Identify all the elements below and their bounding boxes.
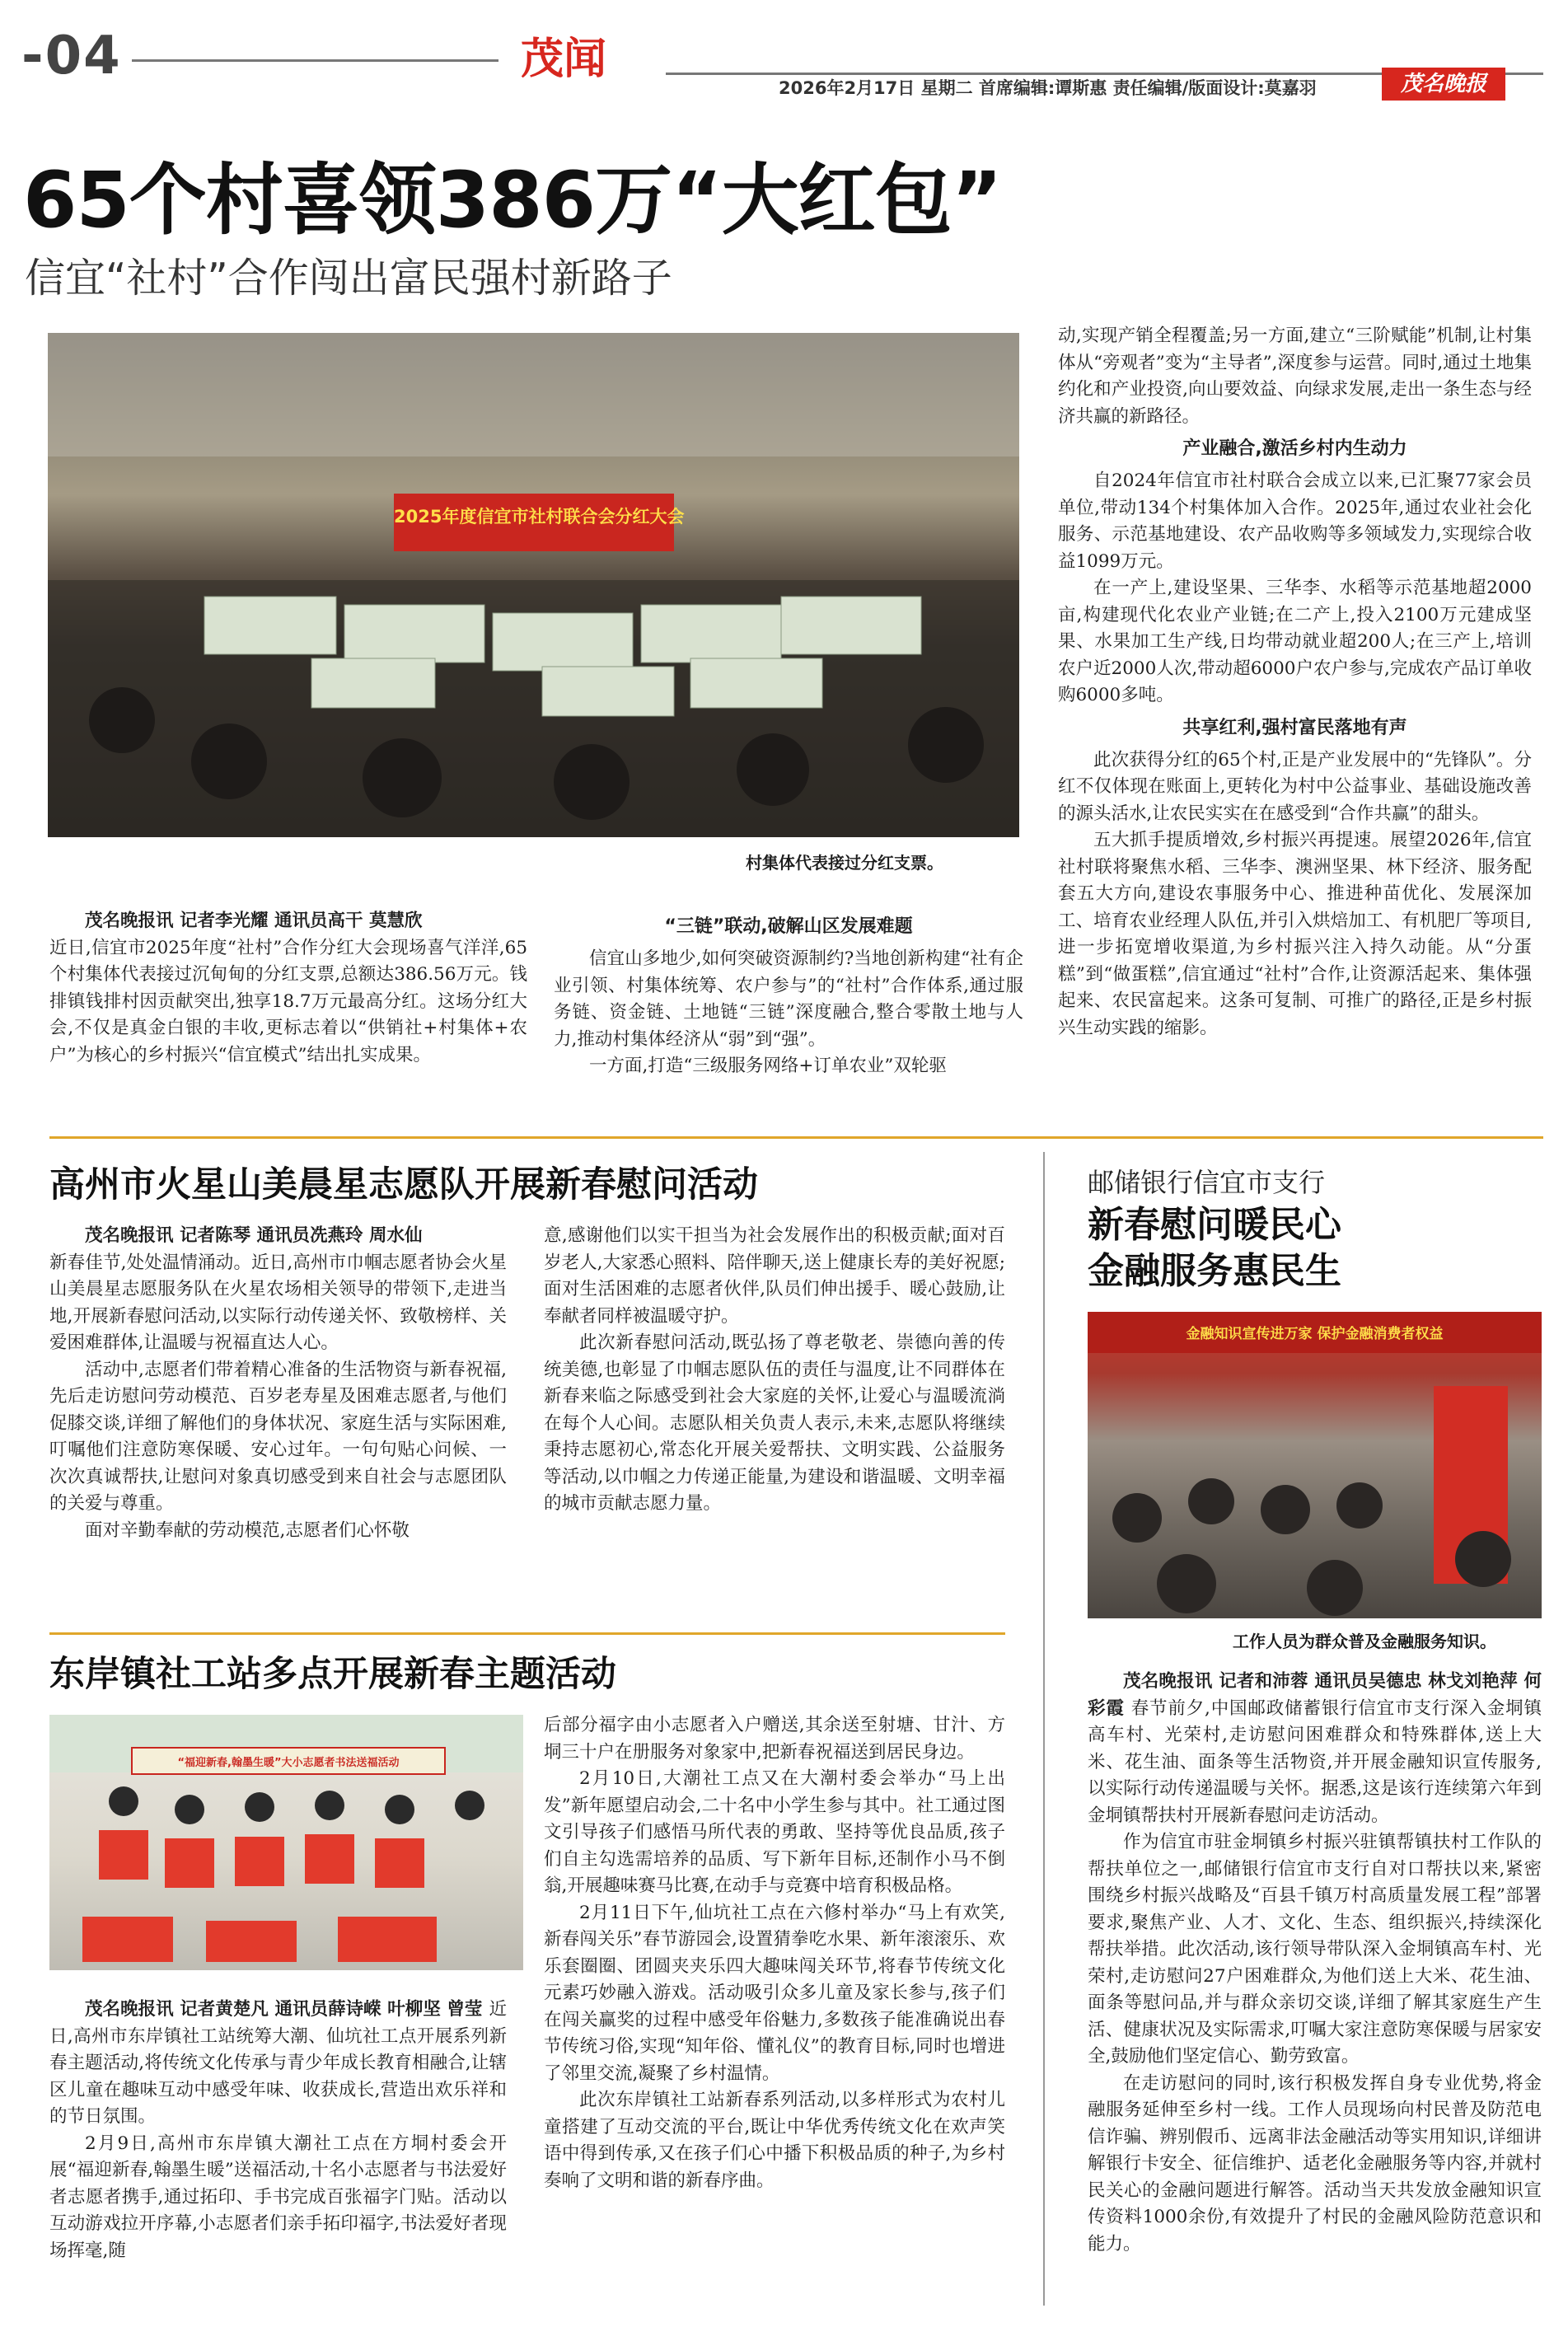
story4-body — [1088, 1669, 1542, 2258]
lead-paragraph-5: 自2024年信宜市社村联合会成立以来,已汇聚77家会员单位,带动134个村集体加入合作。2025年,通过农业社会化服务、示范基地建设、农产品收购等多领域发力,实现综合收益1099万元。 — [1058, 471, 1532, 572]
lead-column-1 — [49, 908, 527, 1069]
lead-paragraph-7: 此次获得分红的65个村,正是产业发展中的“先锋队”。分红不仅体现在账面上,更转化为村中公益事业、基础设施改善的源头活水,让农民实实在在感受到“合作共赢”的甜头。 — [1058, 749, 1532, 824]
masthead-info: 2026年2月17日 星期二 首席编辑:谭斯惠 责任编辑/版面设计:莫嘉羽 — [779, 78, 1317, 98]
lead-photo-scene — [48, 333, 1019, 837]
lead-paragraph-2: 信宜山多地少,如何突破资源制约?当地创新构建“社有企业引领、村集体统筹、农户参与”的“社村”合作体系,通过服务链、资金链、土地链“三链”深度融合,整合零散土地与人力,推动村集体经济从“弱”到“强”。 — [554, 948, 1023, 1050]
lead-paragraph-4: 动,实现产销全程覆盖;另一方面,建立“三阶赋能”机制,让村集体从“旁观者”变为“主导者”,深度参与运营。同时,通过土地集约化和产业投资,向山要效益、向绿求发展,走出一条生态与经济共赢的新路径。 — [1058, 325, 1532, 427]
story3-paragraph-5: 2月11日下午,仙坑社工点在六修村举办“马上有欢笑,新春闯关乐”春节游园会,设置猜拳吃水果、新年滚滚乐、欢乐套圈圈、团圆夹夹乐四大趣味闯关环节,将春节传统文化元素巧妙融入游戏。活动吸引众多儿童及家长参与,孩子们在闯关赢奖的过程中感受年俗魅力,多数孩子能准确说出春节传统习俗,实现“知年俗、懂礼仪”的教育目标,同时也增进了邻里交流,凝聚了乡村温情。 — [544, 1902, 1005, 2084]
story3-paragraph-3: 后部分福字由小志愿者入户赠送,其余送至射塘、甘汁、方垌三十户在册服务对象家中,把新春祝福送到居民身边。 — [544, 1715, 1005, 1763]
lead-subhead-sharing: 共享红利,强村富民落地有声 — [1182, 717, 1407, 738]
lead-subheadline: 信宜“社村”合作闯出富民强村新路子 — [25, 255, 672, 302]
lead-subhead-industry: 产业融合,激活乡村内生动力 — [1182, 438, 1407, 459]
story4-paragraph-2: 作为信宜市驻金垌镇乡村振兴驻镇帮镇扶村工作队的帮扶单位之一,邮储银行信宜市支行自对口帮扶以来,紧密围绕乡村振兴战略及“百县千镇万村高质量发展工程”部署要求,聚焦产业、人才、文化、生态、组织振兴,持续深化帮扶举措。此次活动,该行领导带队深入金垌镇高车村、光荣村,走访慰问27户困难群众,为他们送上大米、花生油、面条等慰问品,并与群众亲切交谈,详细了解其家庭生产生活、健康状况及实际需求,叮嘱大家注意防寒保暖与居家安全,鼓励他们坚定信心、勤劳致富。 — [1088, 1832, 1542, 2067]
story4-photo-scene — [1088, 1312, 1542, 1618]
story4-photo-caption: 工作人员为群众普及金融服务知识。 — [1233, 1632, 1496, 1651]
lead-byline: 茂名晚报讯 记者李光耀 通讯员高干 莫慧欣 — [85, 911, 423, 931]
lead-subhead-three-chains: “三链”联动,破解山区发展难题 — [664, 916, 913, 937]
story4-paragraph-3: 在走访慰问的同时,该行积极发挥自身专业优势,将金融服务延伸至乡村一线。工作人员现场向村民普及防范电信诈骗、辨别假币、远离非法金融活动等实用知识,详细讲解银行卡安全、征信维护、适老化金融服务等内容,并就村民关心的金融问题进行解答。活动当天共发放金融知识宣传资料1000余份,有效提升了村民的金融风险防范意识和能力。 — [1088, 2072, 1542, 2254]
story4-paragraph-1: 春节前夕,中国邮政储蓄银行信宜市支行深入金垌镇高车村、光荣村,走访慰问困难群众和特殊群体,送上大米、花生油、面条等生活物资,并开展金融知识宣传服务,以实际行动传递温暖与关怀。据悉,这是该行连续第六年到金垌镇帮扶村开展新春慰问走访活动。 — [1088, 1697, 1542, 1826]
story4-byline: 茂名晚报讯 记者和沛蓉 通讯员吴德忠 林戈刘艳萍 何彩霞 春节前夕,中国邮政储蓄银行信宜市支行深入金垌镇高车村、光荣村,走访慰问困难群众和特殊群体,送上大米、花生油、面条等生活物资,并开展金融知识宣传服务,以实际行动传递温暖与关怀。据悉,这是该行连续第六年到金垌镇帮扶村开展新春慰问走访活动。 — [1088, 1671, 1542, 1826]
lead-paragraph-8: 五大抓手提质增效,乡村振兴再提速。展望2026年,信宜社村联将聚焦水稻、三华李、澳洲坚果、林下经济、服务配套五大方向,建设农事服务中心、推进种苗优化、发展深加工、培育农业经理人队伍,并引入烘焙加工、有机肥厂等项目,进一步拓宽增收渠道,为乡村振兴注入持久动能。从“分蛋糕”到“做蛋糕”,信宜通过“社村”合作,让资源活起来、集体强起来、农民富起来。这条可复制、可推广的路径,正是乡村振兴生动实践的缩影。 — [1058, 830, 1532, 1038]
story2-headline: 高州市火星山美晨星志愿队开展新春慰问活动 — [49, 1164, 758, 1206]
story4-photo-banner: 金融知识宣传进万家 保护金融消费者权益 — [1186, 1326, 1444, 1342]
vertical-divider — [1043, 1152, 1045, 2306]
lead-column-2 — [554, 908, 1023, 1080]
lead-headline: 65个村喜领386万“大红包” — [23, 156, 1002, 246]
story3-paragraph-2: 2月9日,高州市东岸镇大潮社工点在方垌村委会开展“福迎新春,翰墨生暖”送福活动,十名小志愿者与书法爱好者志愿者携手,通过拓印、手书完成百张福字门贴。活动以互动游戏拉开序幕,小志愿者们亲手拓印福字,书法爱好者现场挥毫,随 — [49, 2133, 507, 2261]
story3-paragraph-6: 此次东岸镇社工站新春系列活动,以多样形式为农村儿童搭建了互动交流的平台,既让中华优秀传统文化在欢声笑语中得到传承,又在孩子们心中播下积极品质的种子,为乡村奏响了文明和谐的新春序曲。 — [544, 2090, 1005, 2191]
lead-photo — [48, 333, 1019, 837]
newspaper-logo: 茂名晚报 — [1382, 68, 1505, 101]
masthead-rule-left — [132, 59, 498, 62]
story2-paragraph-4: 意,感谢他们以实干担当为社会发展作出的积极贡献;面对百岁老人,大家悉心照料、陪伴聊天,送上健康长寿的美好祝愿;面对生活困难的志愿者伙伴,队员们伸出援手、暖心鼓励,让奉献者同样被温暖守护。 — [544, 1225, 1005, 1327]
lead-paragraph-1: 近日,信宜市2025年度“社村”合作分红大会现场喜气洋洋,65个村集体代表接过沉甸甸的分红支票,总额达386.56万元。钱排镇钱排村因贡献突出,独享18.7万元最高分红。这场分红大会,不仅是真金白银的丰收,更标志着以“供销社+村集体+农户”为核心的乡村振兴“信宜模式”结出扎实成果。 — [49, 937, 527, 1065]
lead-paragraph-3: 一方面,打造“三级服务网络+订单农业”双轮驱 — [589, 1056, 947, 1076]
section-label: 茂闻 — [521, 35, 607, 84]
lead-photo-banner: 2025年度信宜市社村联合会分红大会 — [394, 507, 685, 527]
page-number: -04 — [21, 26, 122, 87]
story2-paragraph-5: 此次新春慰问活动,既弘扬了尊老敬老、崇德向善的传统美德,也彰显了巾帼志愿队伍的责任与温度,让不同群体在新春来临之际感受到社会大家庭的关怀,让爱心与温暖流淌在每个人心间。志愿队相关负责人表示,未来,志愿队将继续秉持志愿初心,常态化开展关爱帮扶、文明实践、公益服务等活动,以巾帼之力传递正能量,为建设和谐温暖、文明幸福的城市贡献志愿力量。 — [544, 1332, 1005, 1514]
story3-byline: 茂名晚报讯 记者黄楚凡 通讯员薛诗嵘 叶柳坚 曾莹 近日,高州市东岸镇社工站统筹大潮、仙坑社工点开展系列新春主题活动,将传统文化传承与青少年成长教育相融合,让辖区儿童在趣味互动中感受年味、收获成长,营造出欢乐祥和的节日氛围。 — [49, 1999, 507, 2127]
story2-column-2 — [544, 1223, 1005, 1518]
story2-paragraph-1: 新春佳节,处处温情涌动。近日,高州市巾帼志愿者协会火星山美晨星志愿服务队在火星农场相关领导的带领下,走进当地,开展新春慰问活动,以实际行动传递关怀、致敬榜样、关爱困难群体,让温暖与祝福直达人心。 — [49, 1252, 507, 1353]
story4-headline-line1: 新春慰问暖民心 — [1088, 1204, 1341, 1246]
lead-column-3 — [1058, 323, 1532, 1042]
story3-column-1 — [49, 1997, 507, 2264]
story4-photo — [1088, 1312, 1542, 1618]
story3-paragraph-4: 2月10日,大潮社工点又在大潮村委会举办“马上出发”新年愿望启动会,二十名中小学生参与其中。社工通过图文引导孩子们感悟马所代表的勇敢、坚持等优良品质,孩子们自主勾选需培养的品质、写下新年目标,还制作小马不倒翁,开展趣味赛马比赛,在动手与竞赛中培育积极品格。 — [544, 1768, 1005, 1896]
story2-paragraph-3: 面对辛勤奉献的劳动模范,志愿者们心怀敬 — [85, 1519, 410, 1541]
story2-column-1 — [49, 1223, 507, 1544]
story3-headline: 东岸镇社工站多点开展新春主题活动 — [49, 1654, 616, 1695]
story2-paragraph-2: 活动中,志愿者们带着精心准备的生活物资与新春祝福,先后走访慰问劳动模范、百岁老寿星及困难志愿者,与他们促膝交谈,详细了解他们的身体状况、家庭生活与实际困难,叮嘱他们注意防寒保暖、安心过年。一句句贴心问候、一次次真诚帮扶,让慰问对象真切感受到来自社会与志愿团队的关爱与尊重。 — [49, 1359, 507, 1514]
section-divider-top — [49, 1136, 1543, 1139]
story4-headline-line2: 金融服务惠民生 — [1088, 1250, 1341, 1292]
story3-photo-banner: “福迎新春,翰墨生暖”大小志愿者书法送福活动 — [177, 1757, 400, 1769]
section-divider-middle — [49, 1632, 1005, 1635]
story2-byline: 茂名晚报讯 记者陈琴 通讯员冼燕玲 周水仙 — [85, 1225, 423, 1246]
story4-kicker: 邮储银行信宜市支行 — [1088, 1167, 1326, 1198]
story3-column-2 — [544, 1712, 1005, 2194]
lead-paragraph-6: 在一产上,建设坚果、三华李、水稻等示范基地超2000亩,构建现代化农业产业链;在二产上,投入2100万元建成坚果、水果加工生产线,日均带动就业超200人;在三产上,培训农户近2000人次,带动超6000户农户参与,完成农产品订单收购6000多吨。 — [1058, 578, 1532, 705]
story3-paragraph-1: 近日,高州市东岸镇社工站统筹大潮、仙坑社工点开展系列新春主题活动,将传统文化传承与青少年成长教育相融合,让辖区儿童在趣味互动中感受年味、收获成长,营造出欢乐祥和的节日氛围。 — [49, 1999, 507, 2127]
story3-photo — [49, 1715, 523, 1970]
lead-photo-caption: 村集体代表接过分红支票。 — [746, 853, 943, 873]
